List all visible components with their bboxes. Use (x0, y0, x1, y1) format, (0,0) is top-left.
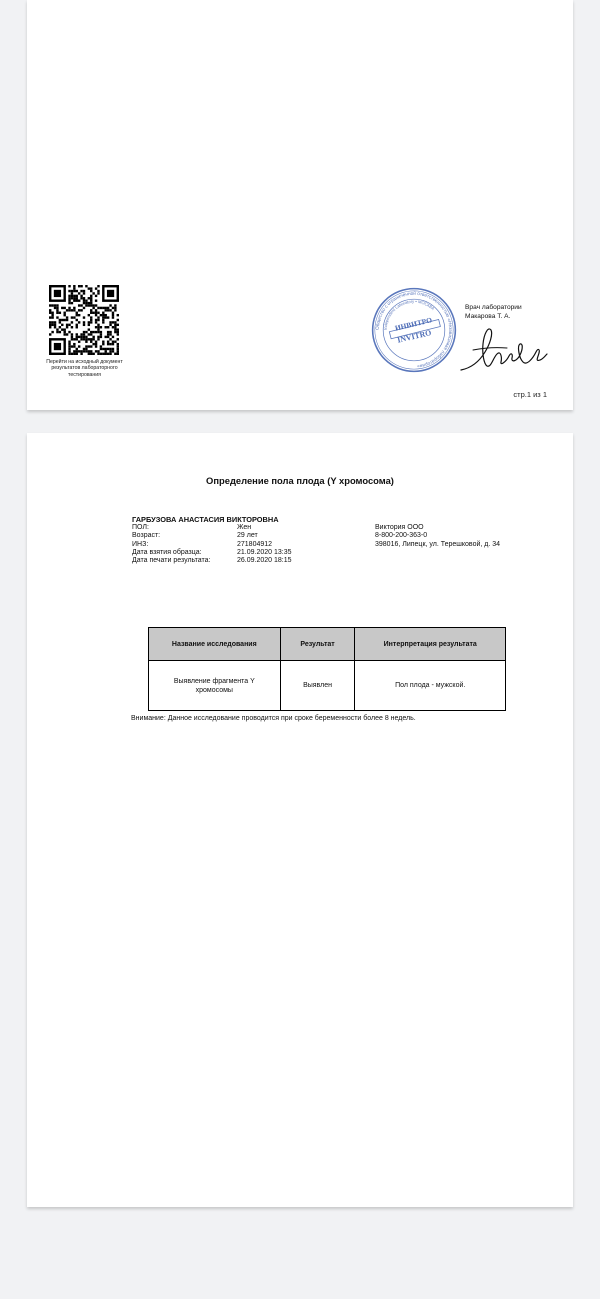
info-label: Возраст: (132, 532, 161, 540)
header-test-name: Название исследования (149, 628, 281, 661)
stamp-center-top: ИНВИТРО (394, 315, 433, 333)
lab-phone: 8-800-200-363-0 (375, 532, 428, 540)
lab-name: Виктория ООО (375, 524, 424, 531)
info-row-sample-date (132, 549, 292, 557)
cell-result: Выявлен (280, 661, 355, 711)
info-value: 29 лет (237, 532, 258, 540)
qr-caption: Перейти на исходный документ результатов лабораторного тестирования (46, 359, 123, 378)
info-row-age (132, 532, 292, 540)
warning-note: Внимание: Данное исследование проводится при сроке беременности более 8 недель. (131, 715, 416, 722)
doctor-signature (457, 318, 549, 376)
table-header-row (149, 628, 506, 661)
info-value: 271804912 (237, 540, 273, 548)
lab-address: 398016, Липецк, ул. Терешковой, д. 34 (375, 540, 501, 548)
document-title: Определение пола плода (Y хромосома) (206, 475, 394, 486)
info-label: ИНЗ: (132, 540, 149, 548)
laboratory-stamp (370, 286, 458, 374)
header-result: Результат (280, 628, 355, 661)
page-number: стр.1 из 1 (513, 390, 547, 399)
document-page-2 (27, 433, 573, 1207)
qr-code[interactable] (49, 285, 119, 355)
doctor-title: Врач лаборатории (465, 304, 522, 311)
info-label: Дата печати результата: (132, 557, 211, 565)
patient-name: ГАРБУЗОВА АНАСТАСИЯ ВИКТОРОВНА (132, 515, 279, 524)
stamp-bottom-text: Independent Laboratory • МОСКВА (382, 298, 436, 331)
cell-interpretation: Пол плода - мужской. (355, 661, 506, 711)
info-value: 21.09.2020 13:35 (237, 548, 292, 556)
results-table (148, 627, 506, 711)
table-row (149, 661, 506, 711)
cell-test-name: Выявление фрагмента Y хромосомы (149, 661, 281, 711)
stamp-outer-text: Общество с ограниченной ответственностью «Независимая лаборатория» (374, 290, 454, 370)
patient-info (132, 524, 292, 565)
info-label: ПОЛ: (132, 524, 149, 531)
info-value: Жен (237, 524, 252, 531)
stamp-center-bottom: INVITRO (396, 328, 433, 345)
lab-info (375, 524, 500, 549)
info-row-inz (132, 541, 292, 549)
info-label: Дата взятия образца: (132, 548, 202, 556)
doctor-name: Макарова Т. А. (465, 312, 511, 320)
document-page-1 (27, 0, 573, 410)
info-row-sex (132, 524, 292, 532)
info-value: 26.09.2020 18:15 (237, 557, 292, 565)
info-row-print-date (132, 557, 292, 565)
header-interpretation: Интерпретация результата (355, 628, 506, 661)
